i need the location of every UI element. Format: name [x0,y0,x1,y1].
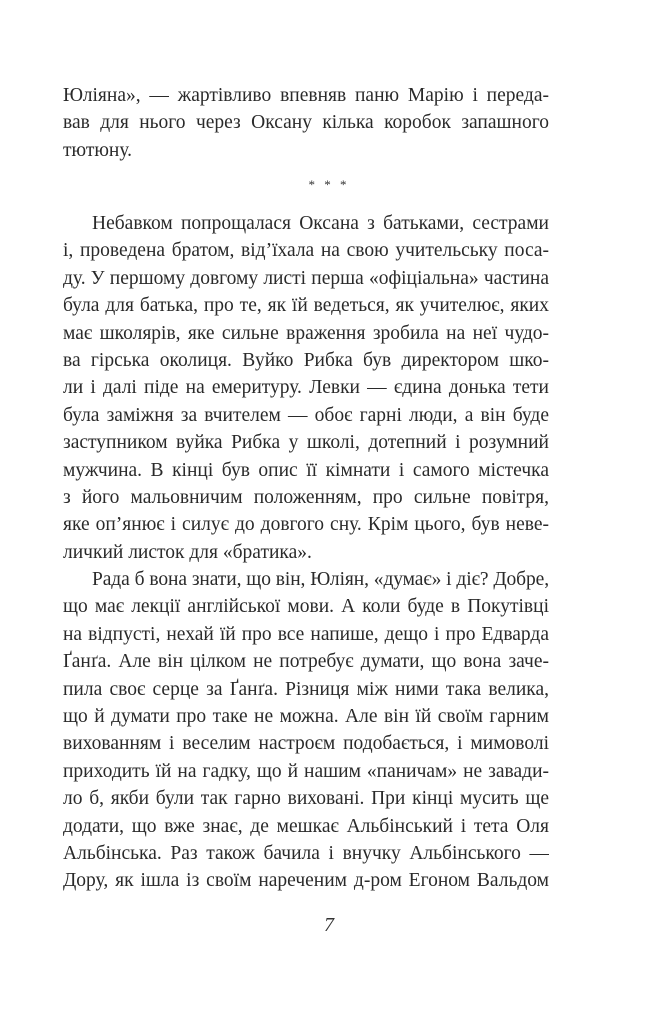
text-line: Небавком попрощалася Оксана з батьками, сестрами [92,213,549,234]
text-line: що й думати про таке не можна. Але він їй своїм гарним [63,706,549,728]
page-number: 7 [324,914,334,936]
text-line: пила своє серце за Ґанґа. Різниця між ними така велика, [63,678,549,700]
text-line: ва гірська околиця. Вуйко Рибка був директором шко- [63,349,549,371]
text-line: Дору, як ішла із своїм нареченим д-ром Егоном Вальдом [63,870,549,892]
text-line: ло б, якби були так гарно виховані. При кінці мусить ще [63,788,549,810]
text-line: мужчина. В кінці був опис її кімнати і самого містечка [63,459,549,481]
text-line: Юліяна», — жартівливо впевняв паню Марію і переда- [63,85,549,106]
text-block-top [63,82,549,164]
text-line: яке оп’янює і силує до довгого сну. Крім цього, був неве- [63,514,549,536]
text-line: додати, що вже знає, де мешкає Альбінський і тета Оля [63,815,549,837]
text-line: вихованням і веселим настроєм подобається, і мимоволі [63,733,549,755]
text-line: на відпусті, нехай їй про все напише, дещо і про Едварда [63,623,549,645]
text-line: ду. У першому довгому листі перша «офіціальна» частина [63,267,549,289]
text-line: що має лекції англійської мови. А коли буде в Покутівці [63,596,549,618]
text-line: заступником вуйка Рибка у школі, дотепний і розумний [63,432,549,454]
text-line: личкий листок для «братика». [63,541,312,563]
text-line: Рада б вона знати, що він, Юліян, «думає» і діє? Добре, [92,569,549,591]
text-line: була заміжня за вчителем — обоє гарні люди, а він буде [63,404,549,426]
text-line: і, проведена братом, від’їхала на свою учительську поса- [63,240,549,262]
text-line: ли і далі піде на емеритуру. Левки — єдина донька тети [63,377,549,399]
text-line: Ґанґа. Але він цілком не потребує думати, що вона заче- [63,651,549,673]
text-line: приходить їй на гадку, що й нашим «паничам» не завади- [63,760,549,782]
text-line: вав для нього через Оксану кілька коробок запашного [63,112,549,134]
text-block-main [63,210,549,895]
text-line: тютюну. [63,139,133,161]
section-separator: * * * [308,177,350,192]
text-line: Альбінська. Раз також бачила і внучку Альбінського — [63,842,549,864]
text-line: була для батька, про те, як їй ведеться, як учителює, яких [63,295,549,317]
text-line: з його мальовничим положенням, про сильне повітря, [63,486,549,508]
text-line: має школярів, яке сильне враження зробила на неї чудо- [63,322,549,344]
